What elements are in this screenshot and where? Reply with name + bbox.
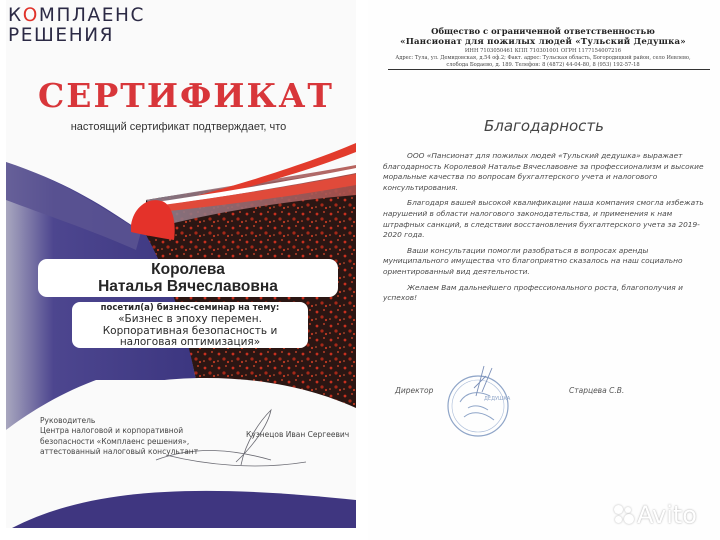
org-type: Общество с ограниченной ответственностью xyxy=(431,26,655,36)
letterhead xyxy=(378,26,708,69)
letter-title: Благодарность xyxy=(483,117,605,135)
signer-name: Кузнецов Иван Сергеевич xyxy=(246,430,350,439)
seminar-topic-box xyxy=(72,302,308,348)
logo-line-1: КОМПЛАЕНС xyxy=(8,5,146,26)
letter-paragraph: Ваши консультации помогли разобраться в вопросах аренды муниципального имущества что благоприятно сказалось на наш социально ориентированный вид деятельности. xyxy=(383,245,683,276)
thank-you-letter xyxy=(368,0,720,540)
letter-body xyxy=(383,151,713,309)
org-address-1: Адрес: Тула, ул. Демидовская, д.54 оф.2; Факт. адрес: Тульская область, Богородицкий район, село Иевлево, xyxy=(395,55,691,61)
seminar-topic-line: налоговая оптимизация» xyxy=(119,336,261,348)
seminar-topic-line: «Бизнес в эпоху перемен. xyxy=(118,313,262,325)
avito-brand: Avito xyxy=(637,501,697,529)
avito-watermark xyxy=(614,500,697,530)
letter-paragraph: ООО «Пансионат для пожилых людей «Тульский дедушка» выражает благодарность Королевой Наталье Вячеславовне за профессионализм и высокие моральные качества по вопросам бухгалтерского учета и налогового консультирования. xyxy=(383,151,704,192)
director-name: Старцева С.В. xyxy=(569,386,625,395)
seminar-lead: посетил(а) бизнес-семинар на тему: xyxy=(100,303,280,313)
recipient-given-names: Наталья Вячеславовна xyxy=(98,278,278,295)
org-ids: ИНН 7103050461 КПП 710301001 ОГРН 1177154007216 xyxy=(464,48,622,54)
org-address-2: слобода Бодаево, д. 189. Телефон: 8 (4872) 44-04-80, 8 (953) 192-57-18 xyxy=(446,62,640,68)
signer-title: Руководитель Центра налоговой и корпоративной безопасности «Комплаенс решения», аттестованный налоговый консультант xyxy=(40,416,199,456)
certificate-title: СЕРТИФИКАТ xyxy=(38,76,334,115)
company-stamp-icon xyxy=(438,362,518,442)
director-label: Директор xyxy=(395,386,434,395)
letterhead-divider xyxy=(388,69,710,70)
letter-paragraph: Желаем Вам дальнейшего профессионального роста, благополучия и успехов! xyxy=(383,282,683,303)
org-name: «Пансионат для пожилых людей «Тульский Дедушка» xyxy=(400,37,686,47)
letter-paragraph: Благодаря вашей высокой квалификации наша компания смогла избежать нарушений в области налогового законодательства, и применения к нам штрафных санкций, в следствии восстановления бухгалтерского учета за 2019-2020 года. xyxy=(383,198,704,240)
avito-logo-icon xyxy=(614,505,634,525)
company-logo xyxy=(8,6,145,46)
svg-text:ДЕДУШКА: ДЕДУШКА xyxy=(484,396,511,402)
seminar-topic-line: Корпоративная безопасность и xyxy=(102,324,278,337)
certificate xyxy=(6,0,356,528)
recipient-surname: Королева xyxy=(151,261,225,278)
logo-line-2: РЕШЕНИЯ xyxy=(8,25,115,46)
recipient-name-box xyxy=(38,259,338,297)
confirm-text: настоящий сертификат подтверждает, что xyxy=(70,121,287,133)
